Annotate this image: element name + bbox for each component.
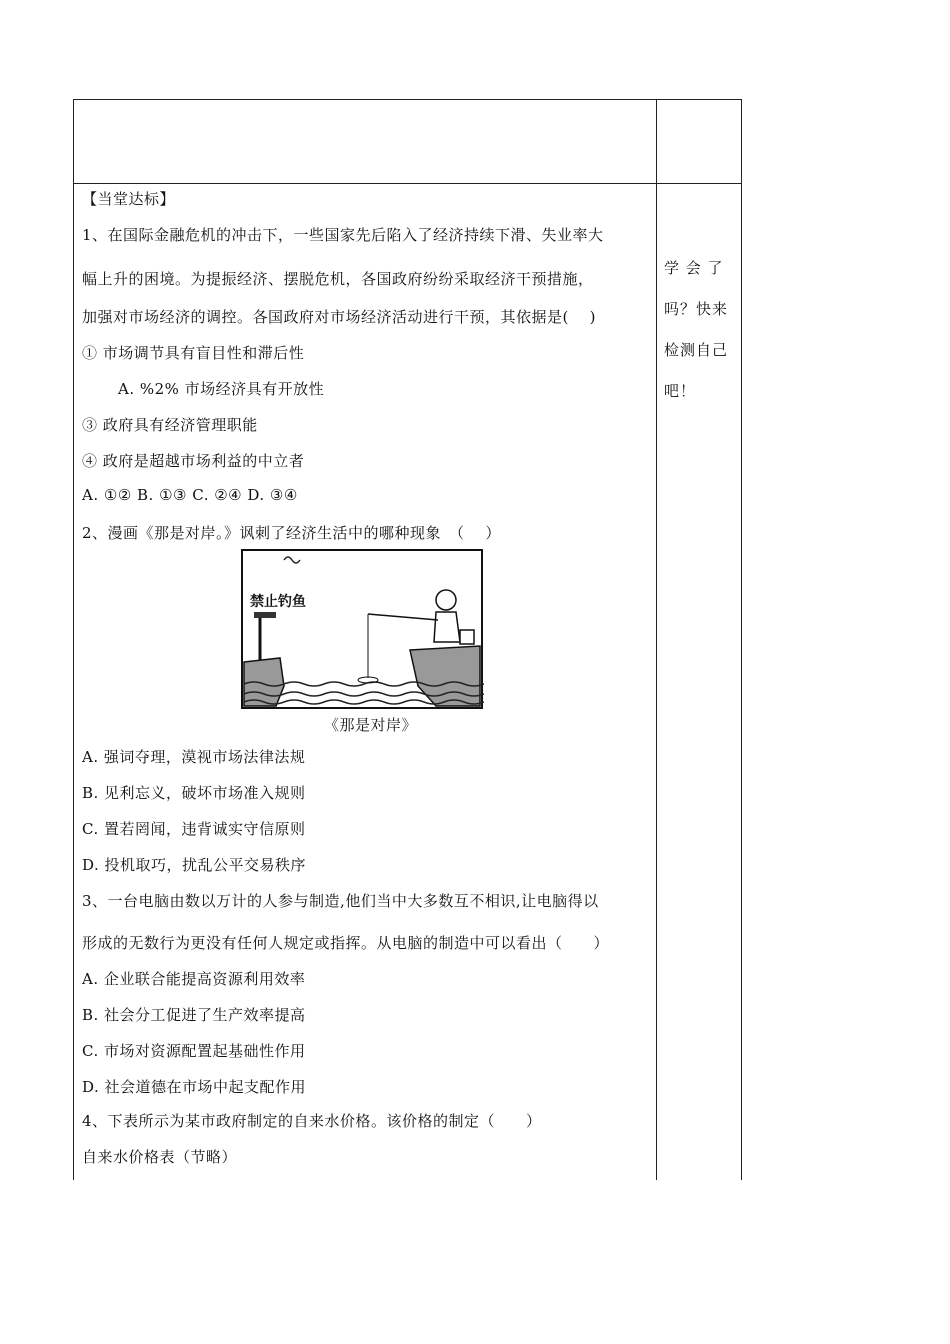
side-note-line: 检测自己 [664, 341, 729, 359]
frame-column-divider [656, 99, 657, 1180]
q4-table-title: 自来水价格表（节略） [82, 1148, 238, 1166]
q2-option: A. 强词夺理，漠视市场法律法规 [82, 748, 306, 766]
q1-item: ④ 政府是超越市场利益的中立者 [82, 452, 305, 470]
q1-item: A. %2% 市场经济具有开放性 [118, 380, 325, 398]
cartoon-caption: 《那是对岸》 [324, 716, 418, 734]
q1-stem-line: 加强对市场经济的调控。各国政府对市场经济活动进行干预，其依据是( ) [82, 308, 596, 326]
q2-option: C. 置若罔闻，违背诚实守信原则 [82, 820, 306, 838]
q3-option: D. 社会道德在市场中起支配作用 [82, 1078, 307, 1096]
q2-option: B. 见利忘义，破坏市场准入规则 [82, 784, 306, 802]
q3-option: B. 社会分工促进了生产效率提高 [82, 1006, 306, 1024]
frame-right-border [741, 99, 742, 1180]
q3-stem-line: 形成的无数行为更没有任何人规定或指挥。从电脑的制造中可以看出（ ） [82, 934, 610, 952]
q2-stem: 2、漫画《那是对岸。》讽刺了经济生活中的哪种现象 （ ） [82, 524, 501, 542]
q3-stem-line: 3、一台电脑由数以万计的人参与制造,他们当中大多数互不相识,让电脑得以 [82, 892, 599, 910]
q1-item: ③ 政府具有经济管理职能 [82, 416, 258, 434]
side-note-line: 吗？快来 [664, 300, 729, 318]
q4-stem: 4、下表所示为某市政府制定的自来水价格。该价格的制定（ ） [82, 1112, 542, 1130]
no-fishing-sign: 禁止钓鱼 [250, 594, 306, 610]
q1-stem-line: 幅上升的困境。为提振经济、摆脱危机，各国政府纷纷采取经济干预措施， [82, 270, 594, 288]
q3-option: A. 企业联合能提高资源利用效率 [82, 970, 306, 988]
side-note-line: 学 会 了 [664, 259, 724, 277]
cartoon-image [240, 546, 484, 738]
q1-choices: A. ①② B. ①③ C. ②④ D. ③④ [82, 486, 298, 504]
q3-option: C. 市场对资源配置起基础性作用 [82, 1042, 306, 1060]
frame-row-divider [73, 183, 742, 184]
section-title: 【当堂达标】 [82, 190, 176, 208]
side-note [664, 248, 736, 412]
q2-option: D. 投机取巧，扰乱公平交易秩序 [82, 856, 307, 874]
cartoon-drawing [240, 546, 484, 738]
q1-item: ① 市场调节具有盲目性和滞后性 [82, 344, 305, 362]
frame-top-border [73, 99, 742, 100]
q1-stem-line: 1、在国际金融危机的冲击下，一些国家先后陷入了经济持续下滑、失业率大 [82, 226, 604, 244]
side-note-line: 吧！ [664, 382, 697, 400]
frame-left-border [73, 99, 74, 1180]
